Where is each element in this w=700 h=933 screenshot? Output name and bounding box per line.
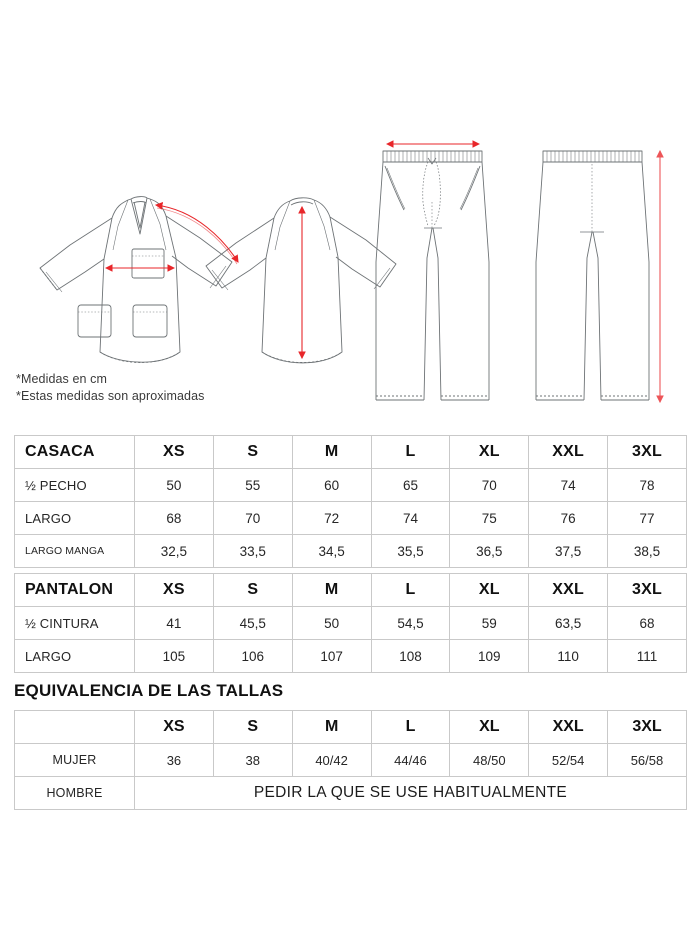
cell: 38 xyxy=(213,744,292,777)
row-label-largo: LARGO xyxy=(15,502,135,535)
casaca-size-xxl: XXL xyxy=(529,436,608,469)
cell: 60 xyxy=(292,469,371,502)
equivalence-header-row xyxy=(15,711,687,744)
table-row xyxy=(15,535,687,568)
pantalon-size-3xl: 3XL xyxy=(608,574,687,607)
cell: 34,5 xyxy=(292,535,371,568)
cell: 65 xyxy=(371,469,450,502)
casaca-title: CASACA xyxy=(15,436,135,469)
measurement-tables xyxy=(14,435,686,673)
casaca-header-row xyxy=(15,436,687,469)
equivalence-size-3xl: 3XL xyxy=(608,711,687,744)
equivalence-size-xs: XS xyxy=(135,711,214,744)
cell: 76 xyxy=(529,502,608,535)
casaca-size-3xl: 3XL xyxy=(608,436,687,469)
row-label-largo-pantalon: LARGO xyxy=(15,640,135,673)
table-row xyxy=(15,607,687,640)
cell: 77 xyxy=(608,502,687,535)
equivalence-table xyxy=(14,710,687,810)
cell: 110 xyxy=(529,640,608,673)
cell: 111 xyxy=(608,640,687,673)
cell: 50 xyxy=(135,469,214,502)
row-label-pecho: ½ PECHO xyxy=(15,469,135,502)
casaca-size-m: M xyxy=(292,436,371,469)
cell: 35,5 xyxy=(371,535,450,568)
pants-back-illustration xyxy=(536,151,649,400)
pantalon-size-xs: XS xyxy=(135,574,214,607)
row-label-mujer: MUJER xyxy=(15,744,135,777)
equivalence-size-l: L xyxy=(371,711,450,744)
scrub-top-back-illustration xyxy=(206,198,396,363)
cell: 36,5 xyxy=(450,535,529,568)
table-row xyxy=(15,469,687,502)
casaca-size-s: S xyxy=(213,436,292,469)
casaca-table xyxy=(14,435,687,568)
cell: 50 xyxy=(292,607,371,640)
cell: 52/54 xyxy=(529,744,608,777)
row-label-hombre: HOMBRE xyxy=(15,777,135,810)
pantalon-size-m: M xyxy=(292,574,371,607)
pantalon-size-xxl: XXL xyxy=(529,574,608,607)
casaca-size-xl: XL xyxy=(450,436,529,469)
cell: 72 xyxy=(292,502,371,535)
pantalon-title: PANTALON xyxy=(15,574,135,607)
cell: 59 xyxy=(450,607,529,640)
sleeve-length-arrow xyxy=(156,205,238,262)
cell: 105 xyxy=(135,640,214,673)
pantalon-table xyxy=(14,573,687,673)
equivalence-section xyxy=(14,681,686,810)
pantalon-header-row xyxy=(15,574,687,607)
cell: 106 xyxy=(213,640,292,673)
cell: 45,5 xyxy=(213,607,292,640)
cell: 70 xyxy=(213,502,292,535)
cell: 44/46 xyxy=(371,744,450,777)
pantalon-size-l: L xyxy=(371,574,450,607)
row-label-largo-manga: LARGO MANGA xyxy=(15,535,135,568)
equivalence-size-xxl: XXL xyxy=(529,711,608,744)
cell: 40/42 xyxy=(292,744,371,777)
equivalence-size-m: M xyxy=(292,711,371,744)
scrub-top-front-illustration xyxy=(40,197,232,363)
cell: 32,5 xyxy=(135,535,214,568)
cell: 33,5 xyxy=(213,535,292,568)
cell: 56/58 xyxy=(608,744,687,777)
cell: 108 xyxy=(371,640,450,673)
cell: 107 xyxy=(292,640,371,673)
table-row xyxy=(15,777,687,810)
cell: 41 xyxy=(135,607,214,640)
table-row xyxy=(15,502,687,535)
row-label-cintura: ½ CINTURA xyxy=(15,607,135,640)
cell: 54,5 xyxy=(371,607,450,640)
cell: 68 xyxy=(135,502,214,535)
casaca-size-xs: XS xyxy=(135,436,214,469)
cell: 38,5 xyxy=(608,535,687,568)
table-row xyxy=(15,744,687,777)
equivalence-title: EQUIVALENCIA DE LAS TALLAS xyxy=(14,681,284,700)
equivalence-corner-cell xyxy=(15,711,135,744)
measurement-notes xyxy=(16,371,205,405)
cell: 109 xyxy=(450,640,529,673)
table-row xyxy=(15,640,687,673)
pantalon-size-s: S xyxy=(213,574,292,607)
cell: 48/50 xyxy=(450,744,529,777)
cell: 74 xyxy=(529,469,608,502)
cell: 55 xyxy=(213,469,292,502)
cell: 78 xyxy=(608,469,687,502)
cell: 68 xyxy=(608,607,687,640)
cell: 70 xyxy=(450,469,529,502)
hombre-note: PEDIR LA QUE SE USE HABITUALMENTE xyxy=(135,777,687,810)
note-units: *Medidas en cm xyxy=(16,372,108,386)
equivalence-size-xl: XL xyxy=(450,711,529,744)
garment-illustrations xyxy=(0,0,700,420)
cell: 63,5 xyxy=(529,607,608,640)
cell: 74 xyxy=(371,502,450,535)
note-approx: *Estas medidas son aproximadas xyxy=(16,389,205,403)
casaca-size-l: L xyxy=(371,436,450,469)
cell: 37,5 xyxy=(529,535,608,568)
pantalon-size-xl: XL xyxy=(450,574,529,607)
pants-front-illustration xyxy=(376,151,489,400)
cell: 75 xyxy=(450,502,529,535)
equivalence-size-s: S xyxy=(213,711,292,744)
cell: 36 xyxy=(135,744,214,777)
